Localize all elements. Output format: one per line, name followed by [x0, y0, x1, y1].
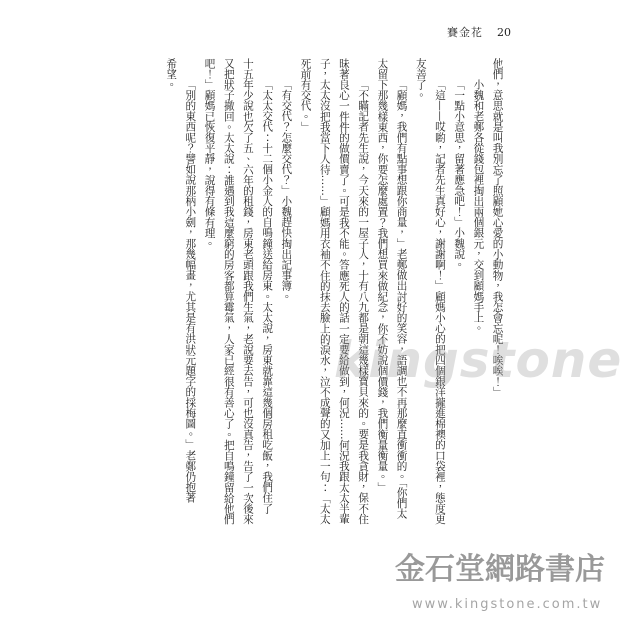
running-head-title: 賽金花	[447, 26, 483, 39]
watermark-store-name: 金石堂網路書店	[395, 552, 605, 587]
text-column: 死前有交代。」	[299, 58, 312, 133]
watermark-logo: kingstone	[334, 331, 623, 389]
watermark-url: www.kingstone.com.tw	[412, 597, 603, 612]
text-column: 吧！」顧媽已恢復平靜，說得有條有理。	[203, 58, 216, 249]
text-column: 太留下那幾樣東西，你要怎麼處置？我們想買來做紀念，你不妨說個價錢，我們衡量衡量。」	[376, 58, 389, 493]
text-column: 他們，意思就是叫我別忘了照顧她心愛的小動物，我怎會忘呢！唉唉！」	[491, 58, 504, 398]
text-column: 「有交代？怎麼交代？」小魏趕快掏出記事簿。	[280, 79, 293, 302]
text-column: 「這——哎喲，記者先生真好心，謝謝啊！」顧媽小心的把四個銀洋攏進棉襖的口袋裡，態度更	[433, 79, 446, 525]
text-column: 子，太太沒把我當下人待……」顧媽用衣袖不住的抹去臉上的淚水，泣不成聲的又加上一句：「太太	[318, 58, 331, 525]
text-column: 「顧媽，我們有點事想跟你商量，」老鄭做出討好的笑容，語調也不再那麼直衝衝的。「你們太	[395, 79, 408, 520]
text-column: 「不瞞記者先生說，今天來的一屋子人，十有八九都是朝這幾樣寶貝來的。要是我貪財，保不住	[357, 79, 370, 525]
text-column: 「別的東西呢？譬如說那柄小劍，那幾幅畫，尤其是有洪狀元題字的採梅圖。」老鄭仍抱著	[184, 79, 197, 504]
text-column: 十五年少說也欠了五、六年的租錢，房東老頭跟我們生氣，老說要去告，可也沒真告，告了一次後來	[241, 58, 254, 525]
body-text	[161, 58, 507, 528]
text-column: 「太太交代：十二個小金人的自鳴鐘送給房東。太太說，房東就靠這幾個房租吃飯，我們住了	[261, 79, 274, 514]
text-column: 昧著良心一件件的做價賣了。可是我不能。答應死人的話一定要給做到，何況……何況我跟太太半輩	[337, 58, 350, 525]
text-column: 友善了。	[414, 58, 427, 101]
text-column: 希望。	[165, 58, 178, 90]
page-number: 20	[497, 26, 511, 39]
text-column: 「一點小意思，留著應急吧！」小魏說。	[453, 79, 466, 270]
text-column: 小魏和老鄭各從錢包裡掏出兩個銀元，交到顧媽手上。	[472, 79, 485, 334]
text-column: 又把狀子撤回。太太說：誰遇到我這麼窮的房客都算霉氣，人家已經很有善心了。把自鳴鐘留給他們	[222, 58, 235, 525]
